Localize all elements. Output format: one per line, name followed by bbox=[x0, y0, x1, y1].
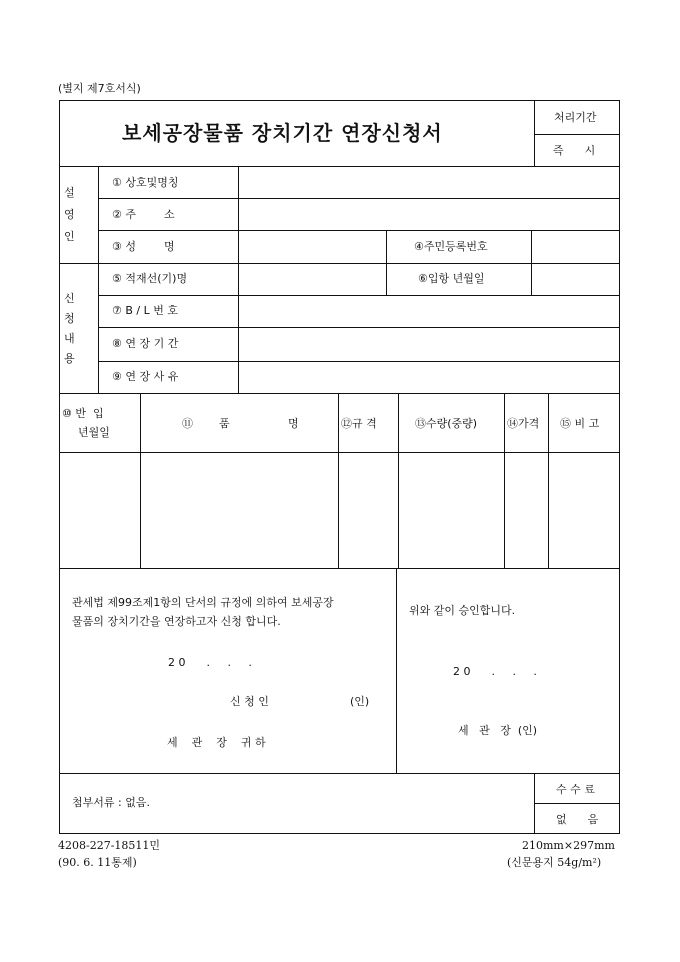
quantity-cell[interactable] bbox=[399, 453, 504, 568]
form-id: (별지 제7호서식) bbox=[58, 82, 141, 95]
applicant-seal: (인) bbox=[350, 695, 370, 708]
declarant-group-label-3: 인 bbox=[64, 230, 75, 243]
resident-number-label: ④주민등록번호 bbox=[414, 240, 488, 253]
import-date-header-line1: ⑩ 반 입 bbox=[62, 407, 104, 420]
application-group-label-4: 용 bbox=[64, 352, 75, 365]
declarant-group-label-2: 영 bbox=[64, 208, 75, 221]
note-cell[interactable] bbox=[549, 453, 619, 568]
application-group-label-2: 청 bbox=[64, 312, 75, 325]
company-name-label: ① 상호및명칭 bbox=[112, 176, 179, 189]
resident-number-field[interactable] bbox=[533, 232, 618, 262]
address-label: ② 주 소 bbox=[112, 208, 175, 221]
vessel-name-field[interactable] bbox=[240, 265, 385, 294]
footer-size: 210mm×297mm bbox=[522, 839, 615, 852]
fee-label: 수 수 료 bbox=[556, 783, 595, 796]
application-group-label-1: 신 bbox=[64, 292, 75, 305]
item-name-header-char2: 명 bbox=[288, 417, 299, 430]
import-date-cell[interactable] bbox=[60, 453, 140, 568]
declarant-group-label-1: 설 bbox=[64, 186, 75, 199]
processing-period-label: 처리기간 bbox=[554, 111, 597, 124]
vessel-name-label: ⑤ 적재선(기)명 bbox=[112, 272, 188, 285]
attachment-text: 첨부서류 : 없음. bbox=[72, 796, 150, 809]
addressee: 세 관 장 귀 하 bbox=[167, 736, 266, 749]
statement-date: 2 0 . . . bbox=[168, 656, 252, 669]
arrival-date-field[interactable] bbox=[533, 265, 618, 294]
footer-paper: (신문용지 54g/m²) bbox=[507, 856, 602, 869]
processing-period-value: 즉 시 bbox=[553, 144, 596, 157]
fee-value: 없 음 bbox=[556, 813, 599, 826]
approval-date: 2 0 . . . bbox=[453, 665, 537, 678]
note-header: ⑮ 비 고 bbox=[560, 417, 600, 430]
price-header: ⑭가격 bbox=[507, 417, 540, 430]
spec-header: ⑫규 격 bbox=[341, 417, 377, 430]
document-title: 보세공장물품 장치기간 연장신청서 bbox=[122, 121, 443, 145]
name-field[interactable] bbox=[240, 232, 385, 262]
extension-period-field[interactable] bbox=[240, 329, 618, 360]
bl-number-field[interactable] bbox=[240, 297, 618, 326]
company-name-field[interactable] bbox=[240, 168, 618, 197]
import-date-header-line2: 년월일 bbox=[78, 426, 110, 439]
address-field[interactable] bbox=[240, 200, 618, 229]
footer-code: 4208-227-18511민 bbox=[58, 839, 161, 852]
bl-number-label: ⑦ B / L 번 호 bbox=[112, 304, 178, 317]
application-group-label-3: 내 bbox=[64, 332, 75, 345]
footer-approval-date: (90. 6. 11통제) bbox=[58, 856, 137, 869]
spec-cell[interactable] bbox=[339, 453, 398, 568]
applicant-label: 신 청 인 bbox=[230, 695, 269, 708]
extension-period-label: ⑧ 연 장 기 간 bbox=[112, 337, 179, 350]
statement-line-2: 물품의 장치기간을 연장하고자 신청 합니다. bbox=[72, 615, 281, 628]
quantity-header: ⑬수량(중량) bbox=[415, 417, 478, 430]
extension-reason-label: ⑨ 연 장 사 유 bbox=[112, 370, 179, 383]
name-label: ③ 성 명 bbox=[112, 240, 175, 253]
approval-signer: 세 관 장 (인) bbox=[458, 724, 538, 737]
price-cell[interactable] bbox=[505, 453, 548, 568]
item-name-header-number: ⑪ bbox=[182, 417, 193, 430]
statement-line-1: 관세법 제99조제1항의 단서의 규정에 의하여 보세공장 bbox=[72, 596, 334, 609]
extension-reason-field[interactable] bbox=[240, 363, 618, 392]
item-name-cell[interactable] bbox=[141, 453, 338, 568]
approval-text: 위와 같이 승인합니다. bbox=[409, 604, 516, 617]
arrival-date-label: ⑥입항 년월일 bbox=[418, 272, 485, 285]
item-name-header-char1: 품 bbox=[219, 417, 230, 430]
